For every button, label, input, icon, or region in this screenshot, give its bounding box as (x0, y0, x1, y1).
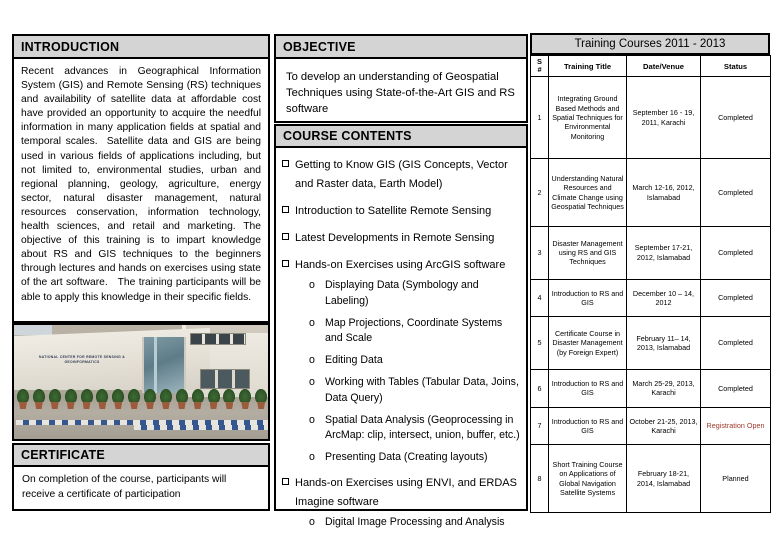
cell-date-venue: February 18-21, 2014, Islamabad (627, 445, 701, 513)
photo-plant (191, 389, 205, 409)
photo-planter-row (14, 387, 268, 409)
certificate-text: On completion of the course, participants will receive a certificate of participation (22, 474, 227, 500)
photo-entrance-glass (142, 337, 186, 393)
cell-serial: 2 (531, 159, 549, 227)
course-content-label: Hands-on Exercises using ENVI, and ERDAS Imagine software (295, 477, 517, 508)
table-row (531, 407, 771, 445)
photo-plant (175, 389, 189, 409)
introduction-text: Recent advances in Geographical Information System (GIS) and Remote Sensing (RS) techniques and availability of satellite data at affordable cost have provided an opportunity to acquire the needful information in many application fields at spatial and temporal scales. Satellite data and GIS are being used in various fields of applications including, but not limited to, environmental studies, urban and regional planning, geology, agriculture, energy sector, natural disaster management, natural resources conservation, information technology, health sciences, and retail and marketing. The objective of this training is to impart knowledge about RS and GIS techniques to the beginners through lectures and hands on exercises using state of the art software. The training participants will be able to apply this knowledge in their specific fields. (21, 66, 264, 303)
column-header-status: Status (701, 56, 771, 77)
cell-status: Completed (701, 317, 771, 370)
table-row (531, 159, 771, 227)
cell-training-title: Introduction to RS and GIS (549, 369, 627, 407)
cell-date-venue: October 21-25, 2013, Karachi (627, 407, 701, 445)
cell-status: Completed (701, 369, 771, 407)
course-content-subitem: o Map Projections, Coordinate Systems and Scale (295, 316, 520, 347)
building-photo (12, 323, 270, 441)
cell-serial: 7 (531, 407, 549, 445)
column-header-serial-line1: S (537, 57, 542, 66)
photo-plant (16, 389, 30, 409)
photo-lower-windows (200, 369, 250, 389)
cell-training-title: Introduction to RS and GIS (549, 279, 627, 317)
course-contents-heading: COURSE CONTENTS (274, 124, 528, 148)
photo-curb-stripe (134, 425, 270, 430)
cell-training-title: Integrating Ground Based Methods and Spatial Techniques for Environmental Monitoring (549, 77, 627, 159)
cell-training-title: Certificate Course in Disaster Management (by Foreign Expert) (549, 317, 627, 370)
course-content-subitem: o Displaying Data (Symbology and Labeling) (295, 278, 520, 309)
table-row (531, 445, 771, 513)
objective-panel (274, 59, 528, 123)
training-courses-title: Training Courses 2011 - 2013 (530, 33, 770, 55)
photo-wall-sign: NATIONAL CENTER FOR REMOTE SENSING & GEOINFORMATICS (38, 355, 126, 364)
photo-plant (111, 389, 125, 409)
introduction-heading: INTRODUCTION (12, 34, 270, 59)
column-header-date-venue: Date/Venue (627, 56, 701, 77)
cell-status: Completed (701, 159, 771, 227)
cell-date-venue: February 11– 14, 2013, Islamabad (627, 317, 701, 370)
course-content-item (282, 202, 520, 221)
course-contents-list (282, 156, 520, 531)
photo-plant (159, 389, 173, 409)
cell-date-venue: September 16 - 19, 2011, Karachi (627, 77, 701, 159)
cell-serial: 8 (531, 445, 549, 513)
cell-status: Completed (701, 226, 771, 279)
cell-status: Completed (701, 279, 771, 317)
cell-date-venue: March 12-16, 2012, Islamabad (627, 159, 701, 227)
training-courses-table (530, 55, 771, 513)
photo-plant (80, 389, 94, 409)
photo-plant (143, 389, 157, 409)
cell-status: Planned (701, 445, 771, 513)
course-content-sublist (295, 515, 520, 531)
table-row (531, 369, 771, 407)
course-content-item (282, 474, 520, 531)
cell-serial: 6 (531, 369, 549, 407)
column-header-training-title: Training Title (549, 56, 627, 77)
table-header (531, 56, 771, 77)
cell-date-venue: September 17-21, 2012, Islamabad (627, 226, 701, 279)
certificate-panel (12, 467, 270, 511)
cell-training-title: Disaster Management using RS and GIS Techniques (549, 226, 627, 279)
photo-plant (95, 389, 109, 409)
cell-date-venue: December 10 – 14, 2012 (627, 279, 701, 317)
course-content-subitem: o Digital Image Processing and Analysis (295, 515, 520, 531)
column-header-serial-line2: # (537, 65, 542, 74)
photo-image (14, 325, 268, 439)
table-header-row (531, 56, 771, 77)
course-content-label: Introduction to Satellite Remote Sensing (295, 204, 492, 217)
cell-serial: 4 (531, 279, 549, 317)
photo-plant (238, 389, 252, 409)
photo-plant (127, 389, 141, 409)
training-courses-table-wrap (530, 55, 770, 513)
table-row (531, 77, 771, 159)
course-content-subitem: o Editing Data (295, 353, 520, 369)
photo-plant (32, 389, 46, 409)
photo-plant (222, 389, 236, 409)
table-row (531, 279, 771, 317)
cell-training-title: Understanding Natural Resources and Climate Change using Geospatial Techniques (549, 159, 627, 227)
cell-status: Completed (701, 77, 771, 159)
column-header-serial (531, 56, 549, 77)
photo-plant (254, 389, 268, 409)
objective-text: To develop an understanding of Geospatial Techniques using State-of-the-Art GIS and RS software (286, 71, 515, 115)
course-content-subitem: o Spatial Data Analysis (Geoprocessing in ArcMap: clip, intersect, union, buffer, etc.) (295, 413, 520, 444)
cell-training-title: Introduction to RS and GIS (549, 407, 627, 445)
cell-serial: 5 (531, 317, 549, 370)
photo-upper-windows (190, 333, 246, 345)
photo-plant (48, 389, 62, 409)
table-body (531, 77, 771, 513)
cell-status: Registration Open (701, 407, 771, 445)
course-content-label: Hands-on Exercises using ArcGIS software (295, 258, 506, 271)
certificate-heading: CERTIFICATE (12, 443, 270, 467)
photo-plant (64, 389, 78, 409)
cell-serial: 1 (531, 77, 549, 159)
introduction-panel (12, 59, 270, 323)
objective-heading: OBJECTIVE (274, 34, 528, 59)
course-content-item (282, 229, 520, 248)
course-content-sublist (295, 278, 520, 466)
table-row (531, 226, 771, 279)
cell-training-title: Short Training Course on Applications of Global Navigation Satellite Systems (549, 445, 627, 513)
course-content-item (282, 156, 520, 193)
course-content-label: Latest Developments in Remote Sensing (295, 231, 495, 244)
cell-date-venue: March 25-29, 2013, Karachi (627, 369, 701, 407)
cell-serial: 3 (531, 226, 549, 279)
table-row (531, 317, 771, 370)
photo-plant (207, 389, 221, 409)
course-content-label: Getting to Know GIS (GIS Concepts, Vector and Raster data, Earth Model) (295, 159, 508, 190)
course-content-subitem: o Presenting Data (Creating layouts) (295, 450, 520, 466)
course-contents-panel (274, 148, 528, 528)
course-content-item (282, 256, 520, 466)
course-content-subitem: o Working with Tables (Tabular Data, Joins, Data Query) (295, 375, 520, 406)
